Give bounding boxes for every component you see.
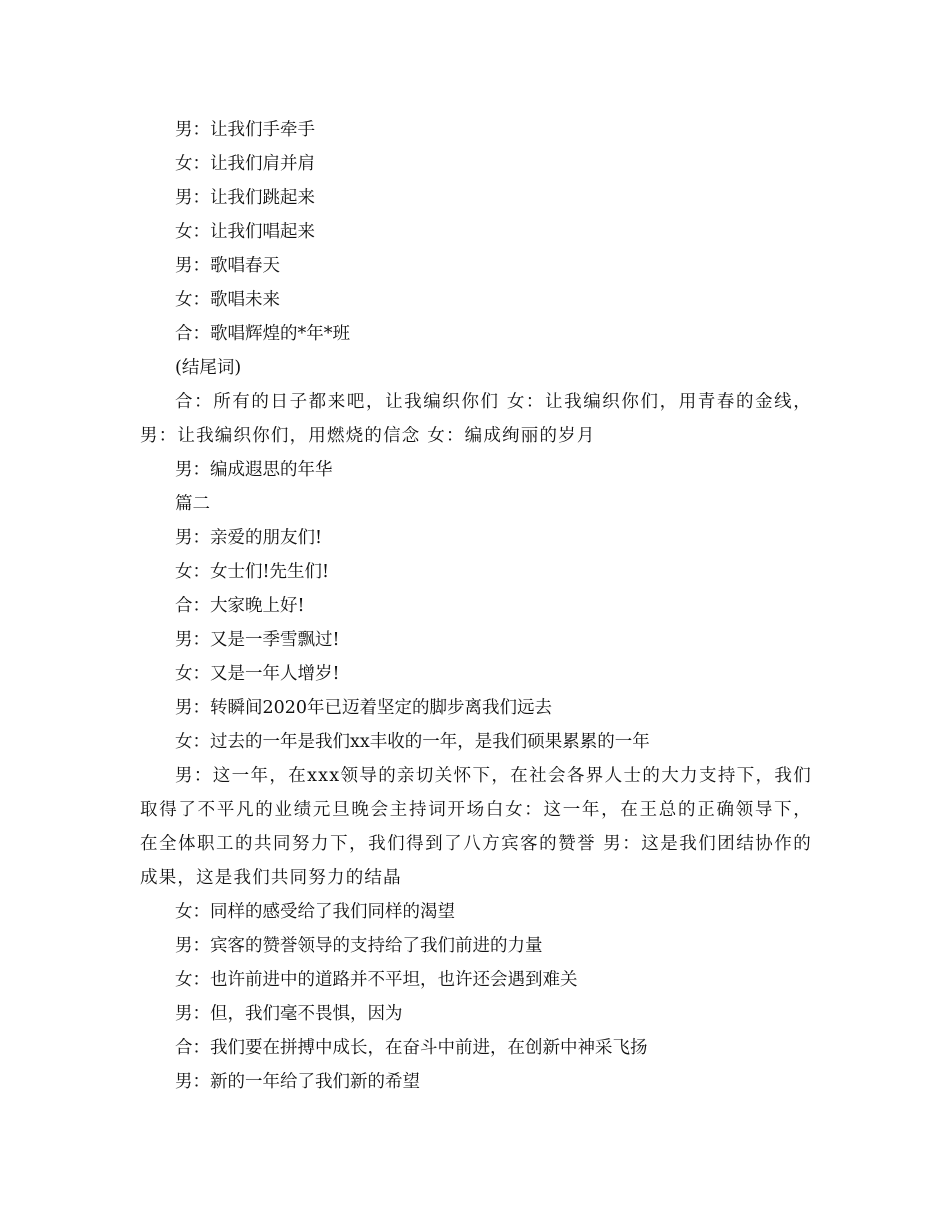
paragraph: 男：宾客的赞誉领导的支持给了我们前进的力量: [175, 936, 543, 956]
section-note: (结尾词): [175, 358, 242, 378]
paragraph: 女：又是一年人增岁!: [175, 664, 340, 684]
paragraph: 男：亲爱的朋友们!: [175, 528, 323, 548]
paragraph: 男：转瞬间2020年已迈着坚定的脚步离我们远去: [175, 698, 553, 718]
paragraph: 合：歌唱辉煌的*年*班: [175, 324, 350, 344]
paragraph: 女：同样的感受给了我们同样的渴望: [175, 902, 455, 922]
paragraph: 男：编成遐思的年华: [175, 460, 333, 480]
paragraph: 男：让我们手牵手: [175, 120, 315, 140]
paragraph: 男：新的一年给了我们新的希望: [175, 1072, 420, 1092]
paragraph: 男：让我们跳起来: [175, 188, 315, 208]
paragraph: 女：歌唱未来: [175, 290, 280, 310]
paragraph: 男：又是一季雪飘过!: [175, 630, 340, 650]
paragraph: 合：大家晚上好!: [175, 596, 305, 616]
paragraph: 女：过去的一年是我们xx丰收的一年，是我们硕果累累的一年: [175, 732, 650, 752]
paragraph: 合：所有的日子都来吧，让我编织你们 女：让我编织你们，用青春的金线， 男：让我编织你们，用燃烧的信念 女：编成绚丽的岁月: [140, 392, 812, 446]
paragraph: 女：女士们!先生们!: [175, 562, 330, 582]
paragraph: 女：也许前进中的道路并不平坦，也许还会遇到难关: [175, 970, 578, 990]
paragraph: 合：我们要在拼搏中成长，在奋斗中前进，在创新中神采飞扬: [175, 1038, 648, 1058]
paragraph: 女：让我们唱起来: [175, 222, 315, 242]
document-body: [140, 113, 812, 1099]
paragraph: 男：歌唱春天: [175, 256, 280, 276]
paragraph: 女：让我们肩并肩: [175, 154, 315, 174]
paragraph: 男：但，我们毫不畏惧，因为: [175, 1004, 403, 1024]
section-heading: 篇二: [175, 494, 210, 514]
paragraph: 男：这一年，在xxx领导的亲切关怀下，在社会各界人士的大力支持下，我们取得了不平凡的业绩元旦晚会主持词开场白女：这一年，在王总的正确领导下，在全体职工的共同努力下，我们得到了八方宾客的赞誉 男：这是我们团结协作的成果，这是我们共同努力的结晶: [140, 766, 812, 888]
